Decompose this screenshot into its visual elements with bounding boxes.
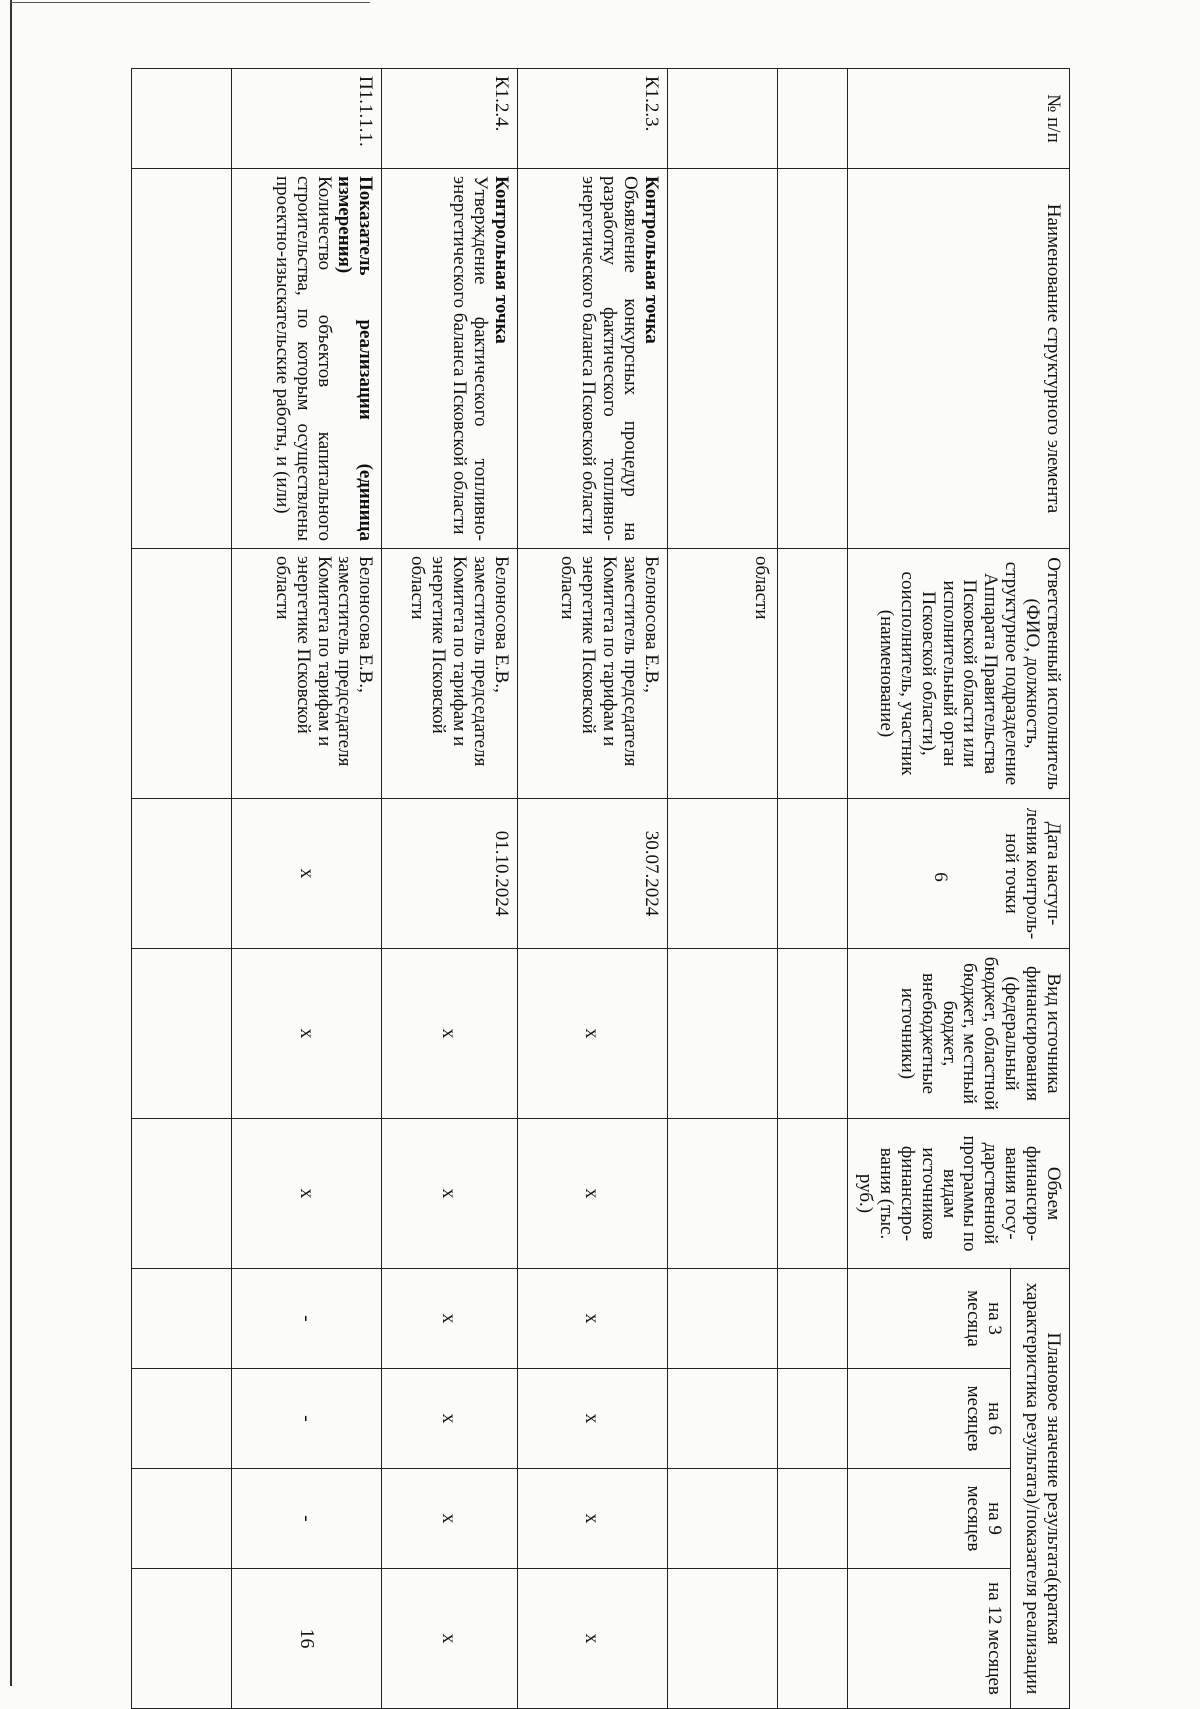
row-m3: х bbox=[517, 1269, 667, 1369]
header-m12: на 12 месяцев bbox=[848, 1569, 1011, 1709]
row-m12: х bbox=[382, 1569, 517, 1709]
table-row bbox=[131, 69, 231, 1709]
row-volume: х bbox=[517, 1119, 667, 1269]
row-m12: 16 bbox=[232, 1569, 382, 1709]
plan-table bbox=[131, 68, 1070, 1709]
row-date bbox=[131, 799, 231, 949]
row-responsible: области bbox=[667, 549, 777, 799]
row-source: х bbox=[517, 949, 667, 1119]
scan-top-line bbox=[10, 2, 370, 3]
row-num bbox=[777, 69, 847, 169]
row-volume: х bbox=[232, 1119, 382, 1269]
header-source: Вид источника финансирования (федеральный бюджет, областной бюджет, местный бюджет, внебюджетные источники) bbox=[848, 949, 1070, 1119]
row-responsible bbox=[131, 549, 231, 799]
row-date: 01.10.2024 bbox=[382, 799, 517, 949]
row-num: К1.2.3. bbox=[517, 69, 667, 169]
row-m3 bbox=[777, 1269, 847, 1369]
row-responsible: Белоносова Е.В., заместитель председателя Комитета по тарифам и энергетике Псковской области bbox=[382, 549, 517, 799]
row-name: Показатель реализации (единица измерения) Количество объектов капитального строительства, по которым осуществлены проектно-изыскательские работы, и (или) bbox=[232, 169, 382, 549]
row-m12 bbox=[131, 1569, 231, 1709]
table-row bbox=[517, 69, 667, 1709]
row-m12: х bbox=[517, 1569, 667, 1709]
row-m9: х bbox=[382, 1469, 517, 1569]
row-volume bbox=[777, 1119, 847, 1269]
row-m9 bbox=[667, 1469, 777, 1569]
row-responsible bbox=[777, 549, 847, 799]
page-number: 6 bbox=[929, 872, 951, 882]
header-m6: на 6 месяцев bbox=[848, 1369, 1011, 1469]
row-m3 bbox=[131, 1269, 231, 1369]
row-volume bbox=[667, 1119, 777, 1269]
header-num: № п/п bbox=[848, 69, 1070, 169]
scan-left-edge bbox=[10, 0, 12, 1686]
row-m9 bbox=[777, 1469, 847, 1569]
header-m3: на 3 месяца bbox=[848, 1269, 1011, 1369]
row-m9: х bbox=[517, 1469, 667, 1569]
row-m12 bbox=[667, 1569, 777, 1709]
row-m6 bbox=[667, 1369, 777, 1469]
header-date: Дата наступ- ления контроль- ной точки bbox=[848, 799, 1070, 949]
row-m3: - bbox=[232, 1269, 382, 1369]
row-source: х bbox=[232, 949, 382, 1119]
table-row bbox=[777, 69, 847, 1709]
header-name: Наименование структурного элемента bbox=[848, 169, 1070, 549]
row-source bbox=[667, 949, 777, 1119]
row-responsible: Белоносова Е.В., заместитель председателя Комитета по тарифам и энергетике Псковской области bbox=[232, 549, 382, 799]
row-m3 bbox=[667, 1269, 777, 1369]
header-m9: на 9 месяцев bbox=[848, 1469, 1011, 1569]
row-m6: х bbox=[517, 1369, 667, 1469]
row-name: Контрольная точка Объявление конкурсных процедур на разработку фактического топливно-энергетического баланса Псковской области bbox=[517, 169, 667, 549]
row-num bbox=[131, 69, 231, 169]
row-num: П1.1.1.1. bbox=[232, 69, 382, 169]
row-name: Контрольная точка Утверждение фактического топливно-энергетического баланса Псковской области bbox=[382, 169, 517, 549]
row-source bbox=[131, 949, 231, 1119]
row-m9: - bbox=[232, 1469, 382, 1569]
row-date: 30.07.2024 bbox=[517, 799, 667, 949]
table-row bbox=[382, 69, 517, 1709]
row-volume bbox=[131, 1119, 231, 1269]
row-date: х bbox=[232, 799, 382, 949]
row-m6 bbox=[131, 1369, 231, 1469]
row-num bbox=[667, 69, 777, 169]
row-m6: - bbox=[232, 1369, 382, 1469]
row-volume: х bbox=[382, 1119, 517, 1269]
header-volume: Объем финансиро- вания госу- дарственной программы по видам источников финансиро- вания (тыс. руб.) bbox=[848, 1119, 1070, 1269]
row-m6: х bbox=[382, 1369, 517, 1469]
row-name bbox=[777, 169, 847, 549]
table-row bbox=[232, 69, 382, 1709]
rotated-document bbox=[148, 68, 1070, 1708]
header-responsible: Ответственный исполнитель (ФИО, должность, структурное подразделение Аппарата Правительства Псковской области или исполнительный орган Псковской области), соисполнитель, участник (наименование) bbox=[848, 549, 1070, 799]
row-date bbox=[667, 799, 777, 949]
row-m9 bbox=[131, 1469, 231, 1569]
row-name bbox=[131, 169, 231, 549]
row-responsible: Белоносова Е.В., заместитель председателя Комитета по тарифам и энергетике Псковской области bbox=[517, 549, 667, 799]
table-row bbox=[667, 69, 777, 1709]
row-source bbox=[777, 949, 847, 1119]
row-source: х bbox=[382, 949, 517, 1119]
header-plan: Плановое значение результата(краткая характеристика результата)/показателя реализации bbox=[1010, 1269, 1069, 1709]
row-num: К1.2.4. bbox=[382, 69, 517, 169]
row-m6 bbox=[777, 1369, 847, 1469]
row-m12 bbox=[777, 1569, 847, 1709]
row-name bbox=[667, 169, 777, 549]
row-date bbox=[777, 799, 847, 949]
row-m3: х bbox=[382, 1269, 517, 1369]
